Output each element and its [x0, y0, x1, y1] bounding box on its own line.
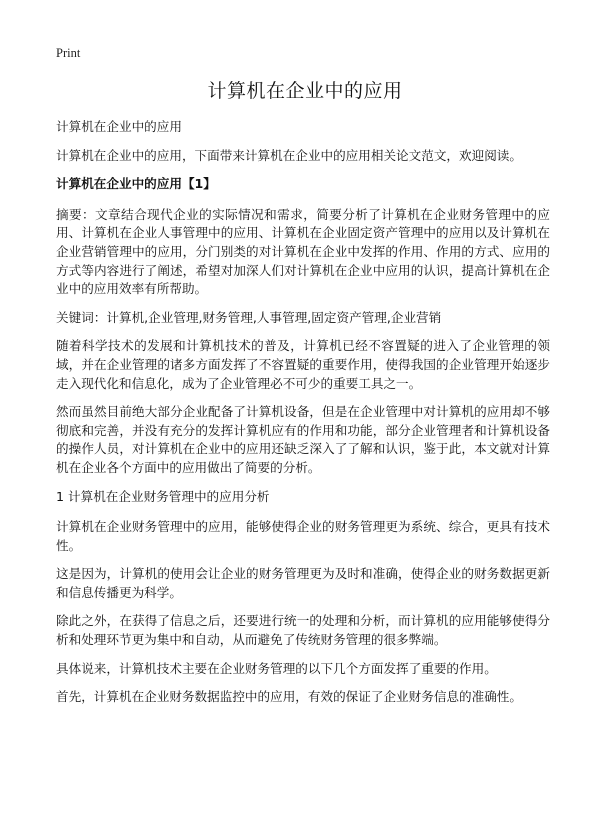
page-title: 计算机在企业中的应用: [207, 80, 403, 102]
abstract-paragraph: 摘要：文章结合现代企业的实际情况和需求，简要分析了计算机在企业财务管理中的应用、计算机在企业人事管理中的应用、计算机在企业固定资产管理中的应用以及计算机在企业营销管理中的应用，分门别类的对计算机在企业中发挥的作用、作用的方式、应用的方式等内容进行了阐述，希望对加深人们对计算机在企业中应用的认识，提高计算机在企业中的应用效率有所帮助。: [56, 206, 550, 297]
body-paragraph: 除此之外，在获得了信息之后，还要进行统一的处理和分析，而计算机的应用能够使得分析和处理环节更为集中和自动，从而避免了传统财务管理的很多弊端。: [56, 613, 550, 648]
body-paragraph: 随着科学技术的发展和计算机技术的普及，计算机已经不容置疑的进入了企业管理的领域，并在企业管理的诸多方面发挥了不容置疑的重要作用，使得我国的企业管理开始逐步走入现代化和信息化，成为了企业管理必不可少的重要工具之一。: [56, 338, 550, 391]
section-heading: 计算机在企业中的应用【1】: [56, 176, 216, 192]
body-paragraph: 计算机在企业财务管理中的应用，能够使得企业的财务管理更为系统、综合，更具有技术性。: [56, 519, 550, 553]
intro-paragraph: 计算机在企业中的应用，下面带来计算机在企业中的应用相关论文范文，欢迎阅读。: [56, 147, 522, 163]
body-paragraph: 这是因为，计算机的使用会让企业的财务管理更为及时和准确，使得企业的财务数据更新和信息传播更为科学。: [56, 566, 550, 600]
body-paragraph: 首先，计算机在企业财务数据监控中的应用，有效的保证了企业财务信息的准确性。: [56, 689, 522, 705]
subtitle-paragraph: 计算机在企业中的应用: [56, 119, 182, 134]
body-paragraph: 具体说来，计算机技术主要在企业财务管理的以下几个方面发挥了重要的作用。: [56, 660, 497, 676]
subsection-heading: 1 计算机在企业财务管理中的应用分析: [56, 488, 270, 504]
print-link[interactable]: Print: [56, 46, 81, 60]
keywords-paragraph: 关键词：计算机,企业管理,财务管理,人事管理,固定资产管理,企业营销: [56, 309, 442, 325]
body-paragraph: 然而虽然目前绝大部分企业配备了计算机设备，但是在企业管理中对计算机的应用却不够彻底和完善，并没有充分的发挥计算机应有的作用和功能，部分企业管理者和计算机设备的操作人员，对计算机在企业中的应用还缺乏深入了了解和认识，鉴于此，本文就对计算机在企业各个方面中的应用做出了简要的分析。: [56, 404, 550, 475]
